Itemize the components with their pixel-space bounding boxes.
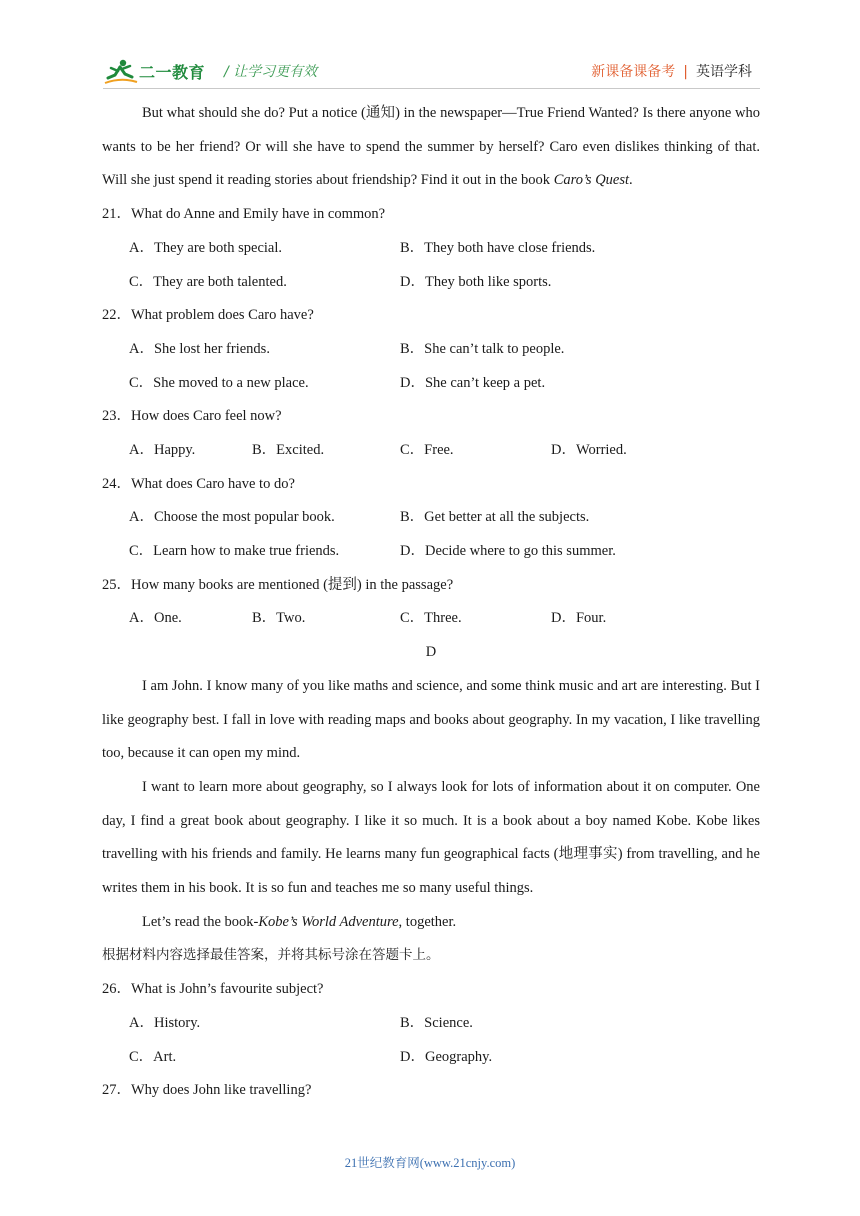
option: B．Excited. <box>252 441 325 458</box>
option: A．History. <box>129 1014 201 1031</box>
option: D．Geography. <box>400 1048 493 1065</box>
page-content <box>102 97 760 1108</box>
instruction: 根据材料内容选择最佳答案，并将其标号涂在答题卡上。 <box>102 947 440 964</box>
option: C．Free. <box>400 441 454 458</box>
question-stem: 27．Why does John like travelling? <box>102 1082 312 1099</box>
options-row <box>102 602 760 636</box>
question-stem: 25．How many books are mentioned (提到) in the passage? <box>102 576 454 593</box>
options-row <box>102 232 760 266</box>
option: D．Decide where to go this summer. <box>400 543 616 560</box>
options-row <box>102 1007 760 1041</box>
runner-logo-icon <box>103 57 139 87</box>
option: B．She can’t talk to people. <box>400 340 565 357</box>
slogan: / 让学习更有效 <box>224 64 318 80</box>
passage-d-paragraph-1: I am John. I know many of you like maths and science, and some think music and art are interesting. But I like geography best. I fall in love with reading maps and books about geography. In my vacation, I like travelling too, because it can open my mind. <box>102 677 760 762</box>
option: B．They both have close friends. <box>400 239 596 256</box>
passage-text: But what should she do? Put a notice (通知) in the newspaper—True Friend Wanted? Is there anyone who wants to be her friend? Or will she have to spend the summer by herself? Caro even dislikes thinking of that. Will she just spend it reading stories about friendship? Find it out in the book <box>102 105 760 189</box>
option: A．One. <box>129 610 182 627</box>
book-title: Caro’s Quest <box>553 172 630 189</box>
option: A．Happy. <box>129 441 196 458</box>
question-stem: 26．What is John’s favourite subject? <box>102 981 324 998</box>
options-row <box>102 367 760 401</box>
question-stem: 22．What problem does Caro have? <box>102 307 314 324</box>
option: D．Worried. <box>551 441 627 458</box>
option: C．Learn how to make true friends. <box>129 543 340 560</box>
question-stem: 21．What do Anne and Emily have in common? <box>102 206 386 223</box>
passage-text: Let’s read the book- <box>142 913 259 930</box>
option: B．Get better at all the subjects. <box>400 509 590 526</box>
option: A．She lost her friends. <box>129 340 270 357</box>
options-row <box>102 501 760 535</box>
options-row <box>102 266 760 300</box>
option: C．Three. <box>400 610 462 627</box>
logo <box>103 57 209 87</box>
option: C．Art. <box>129 1048 177 1065</box>
logo-text: 二一教育 <box>139 63 206 82</box>
header-separator: | <box>683 64 688 80</box>
options-row <box>102 434 760 468</box>
page-footer: 21世纪教育网(www.21cnjy.com) <box>344 1156 516 1170</box>
page-header <box>0 0 860 92</box>
option: D．She can’t keep a pet. <box>400 374 546 391</box>
header-tags <box>591 61 752 81</box>
passage-text-end: . <box>629 172 633 189</box>
options-row <box>102 1041 760 1075</box>
options-row <box>102 535 760 569</box>
option: C．They are both talented. <box>129 273 287 290</box>
book-title: Kobe’s World Adventure <box>258 913 399 930</box>
option: D．They both like sports. <box>400 273 552 290</box>
passage-text-end: , together. <box>398 913 457 930</box>
question-stem: 24．What does Caro have to do? <box>102 475 295 492</box>
passage-d-paragraph-3 <box>102 906 760 940</box>
option: B．Science. <box>400 1014 473 1031</box>
passage-c-paragraph <box>102 97 760 198</box>
option: A．Choose the most popular book. <box>129 509 335 526</box>
passage-d-paragraph-2: I want to learn more about geography, so I always look for lots of information about it on computer. One day, I find a great book about geography. I like it so much. It is a book about a boy named Kobe. Kobe likes travelling with his friends and family. He learns many fun geographical facts (地理事实) from travelling, and he writes them in his book. It is so fun and teaches me so many useful things. <box>102 778 760 897</box>
question-stem: 23．How does Caro feel now? <box>102 408 282 425</box>
option: A．They are both special. <box>129 239 283 256</box>
option: C．She moved to a new place. <box>129 374 309 391</box>
option: D．Four. <box>551 610 607 627</box>
exam-tag: 新课备课备考 <box>591 64 676 80</box>
header-divider <box>103 88 760 89</box>
subject-tag: 英语学科 <box>696 64 752 80</box>
option: B．Two. <box>252 610 306 627</box>
options-row <box>102 333 760 367</box>
section-label: D <box>425 644 437 661</box>
